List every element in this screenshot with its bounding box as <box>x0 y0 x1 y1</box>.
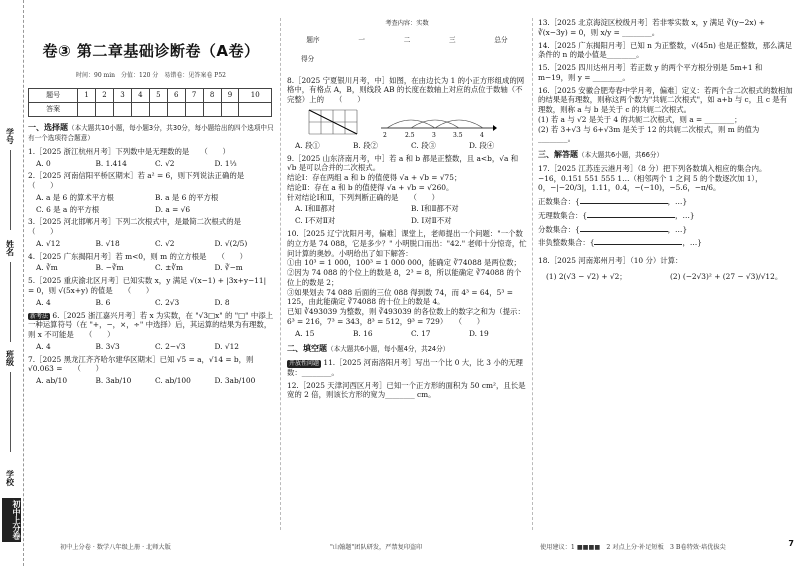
question-8 <box>287 76 527 151</box>
q6-option-a[interactable]: A. 4 <box>36 341 51 351</box>
set-blank[interactable] <box>580 196 668 204</box>
question-8-figure <box>307 108 527 138</box>
exam-meta: 时间：90 min 分值：120 分 易错卷：见答案卷 P52 <box>76 71 226 79</box>
tick-label: 3.5 <box>453 131 463 138</box>
set-fraction[interactable] <box>538 224 794 235</box>
question-10 <box>287 229 527 338</box>
q6-option-d[interactable]: D. √12 <box>214 341 239 351</box>
answer-cell[interactable] <box>185 102 203 116</box>
question-9-ask: 针对结论Ⅰ和Ⅱ，下列判断正确的是 （ ） <box>287 192 440 202</box>
question-9 <box>287 154 527 226</box>
question-10-ask: 已知 ∛493039 为整数，则 ∛493039 的各位数上的数字之和为（提示：6³ = 216，7³ = 343，8³ = 512，9³ = 729） （ ） <box>287 307 525 326</box>
section-2-note: （本大题共6小题，每小题4分，共24分） <box>327 345 450 354</box>
question-18-part-1: (1) 2(√3 − √2) + √2； <box>546 271 627 281</box>
tick-label: 2 <box>383 131 387 138</box>
tick-label: 2.5 <box>405 131 415 138</box>
section-3-note: （本大题共6小题，共66分） <box>578 151 664 160</box>
column-divider <box>280 18 281 530</box>
answer-col-8: 8 <box>203 88 221 102</box>
section-3-title: 三、解答题 <box>538 150 578 160</box>
brand-logo: 初中上分卷 <box>2 498 21 542</box>
q5-option-b[interactable]: B. 6 <box>95 297 111 307</box>
question-3-text: 3.［2025 河北邯郸月考］下列二次根式中，是最简二次根式的是 （ ） <box>28 217 256 237</box>
q1-option-b[interactable]: B. 1.414 <box>95 158 127 168</box>
answer-table-row-label: 题号 <box>29 88 78 102</box>
score-col-total: 总分 <box>494 36 508 45</box>
set-tail: ，…} <box>675 210 695 220</box>
answer-cell[interactable] <box>131 102 149 116</box>
question-1-text: 1.［2025 浙江杭州月考］下列数中是无理数的是 （ ） <box>28 146 230 156</box>
question-14-text: 14.［2025 广东揭阳月考］已知 n 为正整数，√(45n) 也是正整数，那么满足条件的 n 的最小值是________。 <box>538 40 793 60</box>
score-col-order: 题序 <box>306 36 320 45</box>
q2-option-c[interactable]: C. 6 是 a 的平方根 <box>36 204 100 214</box>
question-18-text: 18.［2025 河南郑州月考］（10 分）计算： <box>538 256 683 266</box>
question-7 <box>28 355 274 386</box>
answer-col-3: 3 <box>114 88 132 102</box>
question-11-text: 11.［2025 河南洛阳月考］写出一个比 0 大，比 3 小的无理数：________。 <box>287 357 523 377</box>
answer-col-2: 2 <box>96 88 114 102</box>
question-4 <box>28 252 274 274</box>
answer-cell[interactable] <box>149 102 167 116</box>
q1-option-c[interactable]: C. √2 <box>155 158 175 168</box>
axis-arrow-icon <box>493 125 497 131</box>
question-5 <box>28 276 274 307</box>
score-col-3: 三 <box>449 36 456 45</box>
question-10-step-2: ②因为 74 088 的个位上的数是 8，2³ = 8，所以能确定 ∛74088 的个位上的数是 2； <box>287 268 522 287</box>
name-line <box>10 262 11 342</box>
set-label: 正数集合：{ <box>538 197 580 207</box>
question-16-part-2: (2) 若 3+√3 与 6+√3m 是关于 12 的共轭二次根式，则 m 的值为________。 <box>538 124 760 144</box>
new-method-tag: 新考法 <box>30 312 49 320</box>
answer-col-10: 10 <box>239 88 272 102</box>
q3-option-c[interactable]: C. √2 <box>155 238 175 248</box>
question-8-text: 8.［2025 宁夏银川月考，中］如图，在由边长为 1 的小正方形组成的网格中，有格点 A，B，则线段 AB 的长度在数轴上对应的点位于数轴（不完整）上的 （ ） <box>287 75 525 105</box>
q9-option-c[interactable]: C. Ⅰ不对Ⅱ对 <box>295 216 336 226</box>
q7-option-a[interactable]: A. ab/10 <box>36 376 68 386</box>
answer-cell[interactable] <box>114 102 132 116</box>
question-6 <box>28 311 274 352</box>
question-10-step-1: ①由 10³ = 1 000，100³ = 1 000 000，能确定 ∛74088 是两位数； <box>287 258 521 268</box>
answer-row-label: 答案 <box>29 102 78 116</box>
question-1 <box>28 147 274 169</box>
section-1-note: （本大题共10小题，每小题3分，共30分，每小题给出的四个选项中只有一个选项符合题意） <box>28 123 274 143</box>
answer-table-header-row <box>29 88 272 102</box>
q4-option-a[interactable]: A. ∛m <box>36 263 58 273</box>
answer-cell[interactable] <box>203 102 221 116</box>
score-value-row <box>287 55 527 64</box>
q1-option-a[interactable]: A. 0 <box>36 158 51 168</box>
q8-option-a[interactable]: A. 段① <box>295 140 320 150</box>
open-question-tag: 开放性问题 <box>289 359 320 367</box>
set-label: 非负整数集合：{ <box>538 238 595 248</box>
question-18-part-2: (2) (−2√3)² + (27 − √3)/√12。 <box>670 271 783 281</box>
q5-option-d[interactable]: D. 8 <box>214 297 230 307</box>
set-label: 无理数集合：{ <box>538 210 588 220</box>
set-tail: ，…} <box>667 224 688 234</box>
set-positive[interactable] <box>538 196 794 207</box>
score-col-1: 一 <box>358 36 365 45</box>
answer-table <box>28 88 272 117</box>
question-13 <box>538 18 794 38</box>
answer-col-4: 4 <box>131 88 149 102</box>
question-12-text: 12.［2025 天津河西区月考］已知一个正方形的面积为 50 cm²，且长是宽的 2 倍，则该长方形的宽为________ cm。 <box>287 380 526 400</box>
set-nonneg-integer[interactable] <box>538 237 794 248</box>
section-2-title: 二、填空题 <box>287 344 327 354</box>
column-right <box>538 0 794 282</box>
score-col-2: 二 <box>403 36 411 45</box>
answer-table-answer-row <box>29 102 272 116</box>
question-10-text: 10.［2025 辽宁沈阳月考，偏难］课堂上，老师提出一个问题："一个数的立方是 74 088，它是多少？" 小明脱口而出："42." 老师十分惊奇，忙问计算的奥妙。小明给出了如下解答： <box>287 229 527 258</box>
answer-cell[interactable] <box>167 102 185 116</box>
q9-option-a[interactable]: A. Ⅰ和Ⅱ都对 <box>295 204 336 214</box>
q7-option-d[interactable]: D. 3ab/100 <box>214 376 256 386</box>
school-label: 学校 <box>5 470 15 486</box>
tick-label: 3 <box>432 131 436 138</box>
question-3 <box>28 217 274 248</box>
question-10-step-3: ③如果划去 74 088 后面的三位 088 得到数 74，而 4³ = 64，5³ = 125，由此能确定 ∛74088 的十位上的数是 4。 <box>287 287 513 307</box>
question-9-text: 9.［2025 山东济南月考，中］若 a 和 b 都是正整数，且 a<b，√a 和 √b 是可以合并的二次根式。 <box>287 153 519 173</box>
class-label: 班级 <box>5 350 15 366</box>
set-blank[interactable] <box>580 224 668 232</box>
q10-option-c[interactable]: C. 17 <box>411 328 431 338</box>
q4-option-d[interactable]: D. ∛−m <box>214 263 243 273</box>
question-9-conclusion-2: 结论Ⅱ：存在 a 和 b 的值使得 √a + √b = √260。 <box>287 182 454 192</box>
column-divider <box>532 18 533 530</box>
section-1-title: 一、选择题 <box>28 122 68 132</box>
score-label: 得分 <box>301 54 315 63</box>
footer-mid: "山翰题"团队研发，严禁复印盗印 <box>330 544 423 551</box>
q9-option-d[interactable]: D. Ⅰ对Ⅱ不对 <box>411 216 452 226</box>
page-title: 卷③ 第二章基础诊断卷（A卷） <box>42 42 260 60</box>
q7-option-b[interactable]: B. 3ab/10 <box>95 376 132 386</box>
question-2 <box>28 171 274 214</box>
question-11 <box>287 358 527 378</box>
question-17-numbers-2: 0，−|−20/3|，1.11，0.4，−(−10)，−5.6，−π/6。 <box>538 183 721 193</box>
question-13-text: 13.［2025 北京海淀区校级月考］若非零实数 x，y 满足 ∛(y−2x) + ∛(x−3y) = 0，则 x/y = ________。 <box>538 18 765 37</box>
question-18 <box>538 256 794 282</box>
question-17-text: 17.［2025 江苏连云港月考］（8 分）把下列各数填入相应的集合内。 <box>538 163 767 173</box>
q4-option-c[interactable]: C. ±∛m <box>155 263 183 273</box>
answer-col-6: 6 <box>167 88 185 102</box>
q8-option-d[interactable]: D. 段④ <box>469 140 495 150</box>
footer-left: 初中上分卷 · 数学八年级上册 · 北师大版 <box>60 544 171 551</box>
question-7-text: 7.［2025 黑龙江齐齐哈尔建华区期末］已知 √5 = a，√14 = b，则 √0.063 = （ ） <box>28 354 254 374</box>
set-blank[interactable] <box>587 210 675 218</box>
q10-option-b[interactable]: B. 16 <box>353 328 373 338</box>
q10-option-a[interactable]: A. 15 <box>295 328 315 338</box>
question-16-text: 16.［2025 安徽合肥寿春中学月考，偏难］定义：若两个含二次根式的数相加的结果是有理数，则称这两个数为"共轭二次根式"，如 a+b 与 c，且 c 是有理数，则称 a 与 b 是关于 c 的共轭二次根式。 <box>538 85 793 115</box>
question-15-text: 15.［2025 四川达州月考］若正数 y 的两个平方根分别是 5m+1 和 m−19，则 y = ________。 <box>538 63 763 82</box>
section-2-heading <box>287 344 527 355</box>
number-line-figure <box>377 108 497 138</box>
section-1-heading <box>28 123 274 144</box>
question-14 <box>538 41 794 61</box>
q1-option-d[interactable]: D. 1⅓ <box>214 158 237 168</box>
student-id-label: 学号 <box>5 128 15 144</box>
student-id-line <box>10 150 11 230</box>
q5-option-c[interactable]: C. 2√3 <box>155 297 180 307</box>
question-12 <box>287 381 527 401</box>
footer-right: 使用建议：1 ■■■■ 2 对点上分·补足短板 3 B卷特效·培优拔尖 <box>540 544 726 551</box>
q8-option-b[interactable]: B. 段② <box>353 140 378 150</box>
answer-col-7: 7 <box>185 88 203 102</box>
question-16 <box>538 86 794 145</box>
question-2-text: 2.［2025 河南信阳平桥区期末］若 a² = 6，则下列说法正确的是 （ ） <box>28 171 259 191</box>
question-9-conclusion-1: 结论Ⅰ：存在两组 a 和 b 的值使得 √a + √b = √75； <box>287 173 462 183</box>
name-label: 姓名 <box>5 240 15 256</box>
set-irrational[interactable] <box>538 210 794 221</box>
subject-label: 考查内容：实数 <box>385 20 429 27</box>
q8-option-c[interactable]: C. 段③ <box>411 140 436 150</box>
set-blank[interactable] <box>594 237 682 245</box>
column-left <box>28 0 274 386</box>
tick-label: 4 <box>480 131 484 138</box>
set-label: 分数集合：{ <box>538 224 580 234</box>
answer-cell[interactable] <box>78 102 96 116</box>
answer-col-5: 5 <box>149 88 167 102</box>
q3-option-a[interactable]: A. √12 <box>36 238 61 248</box>
q2-option-a[interactable]: A. a 是 6 的算术平方根 <box>36 192 114 202</box>
q6-option-b[interactable]: B. 3√3 <box>95 341 120 351</box>
grid-figure <box>307 108 363 138</box>
answer-col-1: 1 <box>78 88 96 102</box>
page-number: 7 <box>788 539 794 549</box>
answer-col-9: 9 <box>221 88 239 102</box>
question-16-part-1: (1) 若 a 与 √2 是关于 4 的共轭二次根式，则 a = ________； <box>538 114 742 124</box>
question-15 <box>538 63 794 83</box>
answer-cell[interactable] <box>239 102 272 116</box>
question-4-text: 4.［2025 广东揭阳月考］若 m<0，则 m 的立方根是 （ ） <box>28 251 248 261</box>
set-tail: ，…} <box>667 197 688 207</box>
question-17-numbers-1: −16，0.151 551 555 1…（相邻两个 1 之间 5 的个数逐次加 1）， <box>538 173 763 183</box>
binding-strip <box>0 0 24 566</box>
q3-option-d[interactable]: D. √(2/5) <box>214 238 248 248</box>
q10-option-d[interactable]: D. 19 <box>469 328 489 338</box>
q3-option-b[interactable]: B. √18 <box>95 238 120 248</box>
answer-cell[interactable] <box>96 102 114 116</box>
q2-option-b[interactable]: B. a 是 6 的平方根 <box>155 192 219 202</box>
question-17 <box>538 164 794 248</box>
q9-option-b[interactable]: B. Ⅰ和Ⅱ都不对 <box>411 204 459 214</box>
q6-option-c[interactable]: C. 2−√3 <box>155 341 186 351</box>
q2-option-d[interactable]: D. a = √6 <box>155 204 191 214</box>
set-tail: ，…} <box>682 238 702 248</box>
q4-option-b[interactable]: B. −∛m <box>95 263 124 273</box>
q7-option-c[interactable]: C. ab/100 <box>155 376 191 386</box>
score-header-row <box>287 36 527 45</box>
column-middle <box>287 0 527 400</box>
class-line <box>10 372 11 452</box>
question-6-text: 6.［2025 浙江嘉兴月考］若 x 为实数，在 "√3□x" 的 "□" 中添上一种运算符号（在 "+，−，×，÷" 中选择）后，其运算的结果为有理数，则 x 不可能是 （ ） <box>28 310 274 340</box>
q5-option-a[interactable]: A. 4 <box>36 297 51 307</box>
answer-cell[interactable] <box>221 102 239 116</box>
section-3-heading <box>538 150 794 161</box>
question-5-text: 5.［2025 重庆渝北区月考］已知实数 x，y 满足 √(x−1) + |3x+y−11| = 0，则 √(5x+y) 的值是 （ ） <box>28 276 267 295</box>
